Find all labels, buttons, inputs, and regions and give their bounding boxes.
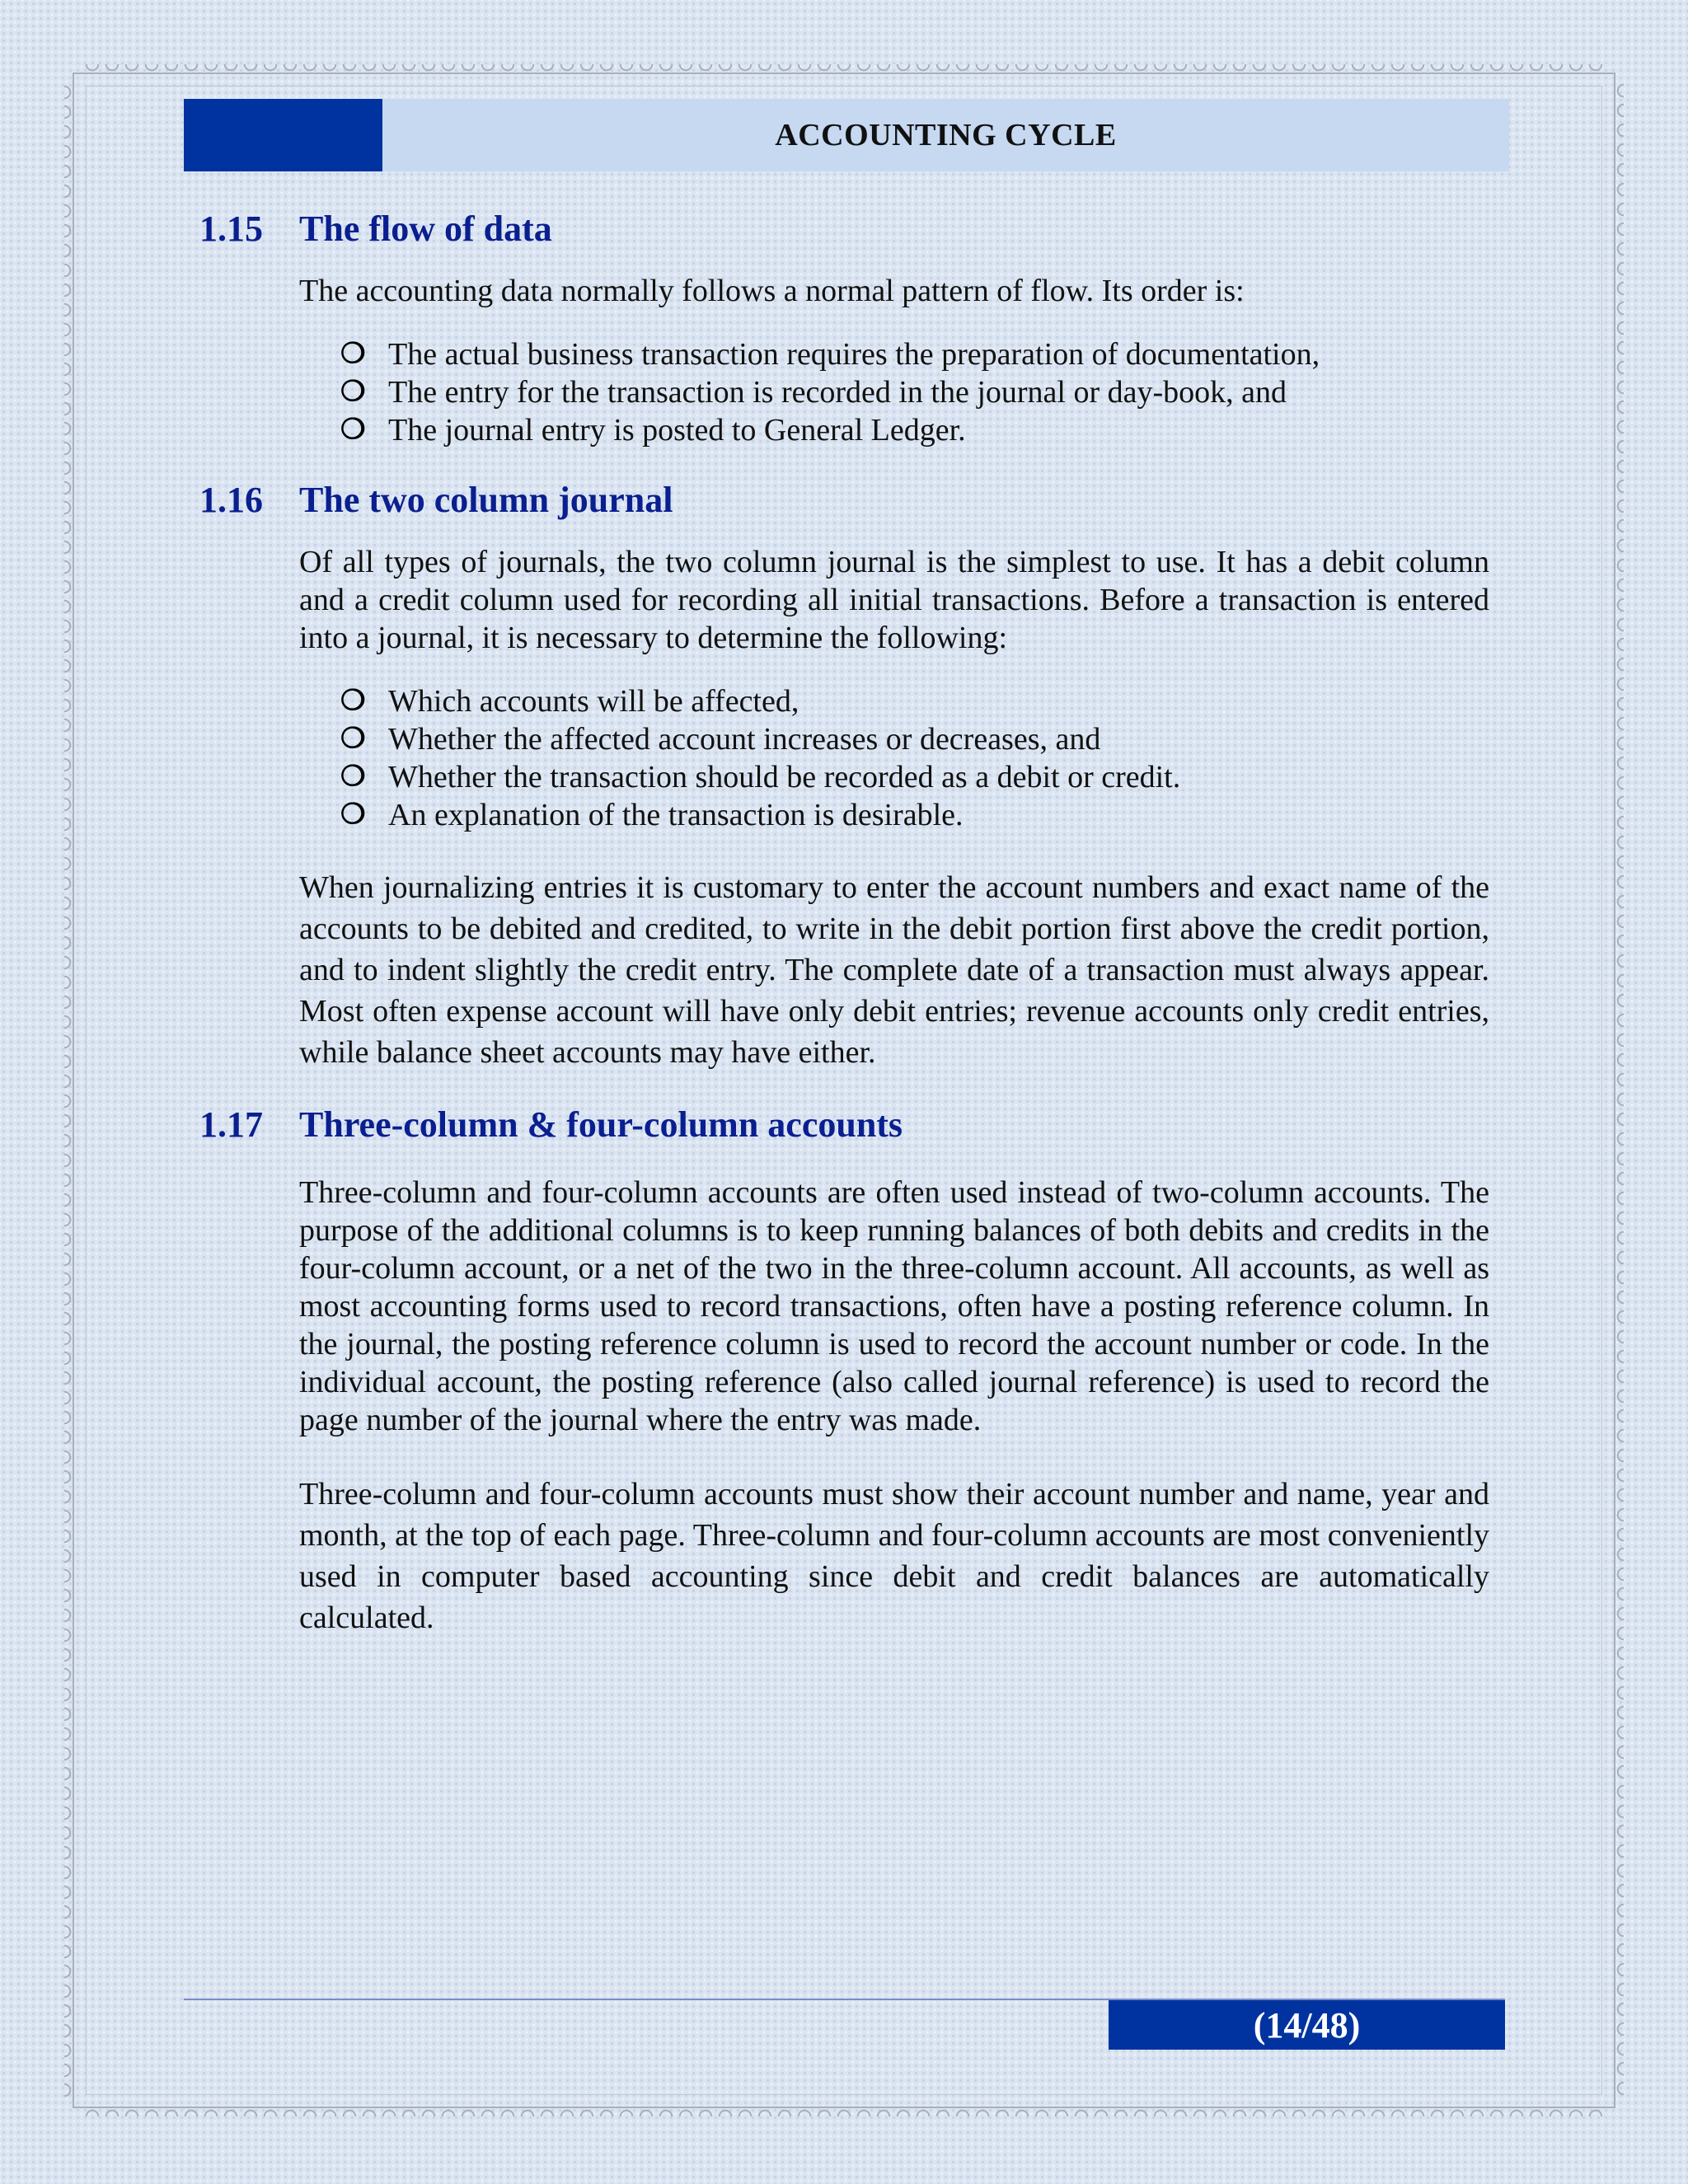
circle-bullet-icon: ❍ — [340, 415, 366, 445]
header-accent-block — [184, 99, 382, 171]
list-item-text: Whether the affected account increases or decreases, and — [388, 722, 1101, 757]
circle-bullet-icon: ❍ — [340, 799, 366, 830]
circle-bullet-icon: ❍ — [340, 686, 366, 716]
list-item-text: The entry for the transaction is recorded in the journal or day-book, and — [388, 375, 1287, 410]
section-heading — [199, 1098, 1489, 1152]
circle-bullet-icon: ❍ — [340, 377, 366, 407]
section-heading — [199, 202, 1489, 256]
section-paragraph: Three-column and four-column accounts must show their account number and name, year and month, at the top of each page. Three-column and four-column accounts are most conveniently used in computer based accounting since debit and credit balances are automatically calculated. — [299, 1477, 1489, 1635]
section-intro-paragraph: Of all types of journals, the two column journal is the simplest to use. It has a debit column and a credit column used for recording all initial transactions. Before a transaction is entered into a journal, it is necessary to determine the following: — [299, 545, 1489, 655]
section-body — [299, 1174, 1489, 1638]
section-title: The two column journal — [299, 480, 673, 520]
section-two-column-journal — [199, 473, 1489, 1073]
list-item-text: The actual business transaction requires the preparation of documentation, — [388, 337, 1320, 372]
list-item — [340, 335, 1489, 373]
circle-bullet-icon: ❍ — [340, 762, 366, 792]
page-header — [184, 99, 1509, 171]
list-item — [340, 682, 1489, 720]
list-item-text: Which accounts will be affected, — [388, 684, 799, 719]
section-paragraph: Three-column and four-column accounts are often used instead of two-column accounts. The purpose of the additional columns is to keep running balances of both debits and credits in the four-column account, or a net of the two in the three-column account. All accounts, as well as most accounting forms used to record transactions, often have a posting reference column. In the journal, the posting reference column is used to record the account number or code. In the individual account, the posting reference (also called journal reference) is used to record the page number of the journal where the entry was made. — [299, 1175, 1489, 1437]
section-title: Three-column & four-column accounts — [299, 1104, 903, 1145]
section-title: The flow of data — [299, 209, 552, 249]
section-flow-of-data — [199, 202, 1489, 449]
section-closing-paragraph: When journalizing entries it is customary to enter the account numbers and exact name of the accounts to be debited and credited, to write in the debit portion first above the credit portion, and to indent slightly the credit entry. The complete date of a transaction must always appear. Most often expense account will have only debit entries; revenue accounts only credit entries, while balance sheet accounts may have either. — [299, 870, 1489, 1070]
header-title-area — [382, 99, 1509, 171]
section-body — [299, 543, 1489, 1073]
circle-bullet-icon: ❍ — [340, 339, 366, 369]
border-scallop-right — [1611, 82, 1624, 2098]
section-intro-paragraph: The accounting data normally follows a normal pattern of flow. Its order is: — [299, 274, 1245, 308]
list-item — [340, 796, 1489, 834]
section-number: 1.17 — [199, 1104, 263, 1145]
border-scallop-left — [64, 82, 77, 2098]
header-title: ACCOUNTING CYCLE — [775, 118, 1117, 152]
border-scallop-top — [82, 64, 1606, 77]
border-scallop-bottom — [82, 2103, 1606, 2116]
list-item-text: The journal entry is posted to General Ledger. — [388, 413, 966, 448]
list-item — [340, 758, 1489, 796]
bullet-list — [299, 682, 1489, 834]
section-number: 1.16 — [199, 480, 263, 520]
circle-bullet-icon: ❍ — [340, 724, 366, 754]
bullet-list — [299, 335, 1489, 449]
document-content — [199, 202, 1489, 1638]
section-three-four-column-accounts — [199, 1098, 1489, 1638]
list-item — [340, 373, 1489, 411]
page-number: (14/48) — [1253, 2004, 1361, 2046]
list-item-text: An explanation of the transaction is desirable. — [388, 798, 964, 832]
section-heading — [199, 473, 1489, 527]
footer-page-badge — [1109, 2000, 1505, 2050]
section-body — [299, 272, 1489, 449]
list-item — [340, 720, 1489, 758]
list-item — [340, 411, 1489, 449]
list-item-text: Whether the transaction should be recorded as a debit or credit. — [388, 760, 1181, 794]
section-number: 1.15 — [199, 209, 263, 249]
